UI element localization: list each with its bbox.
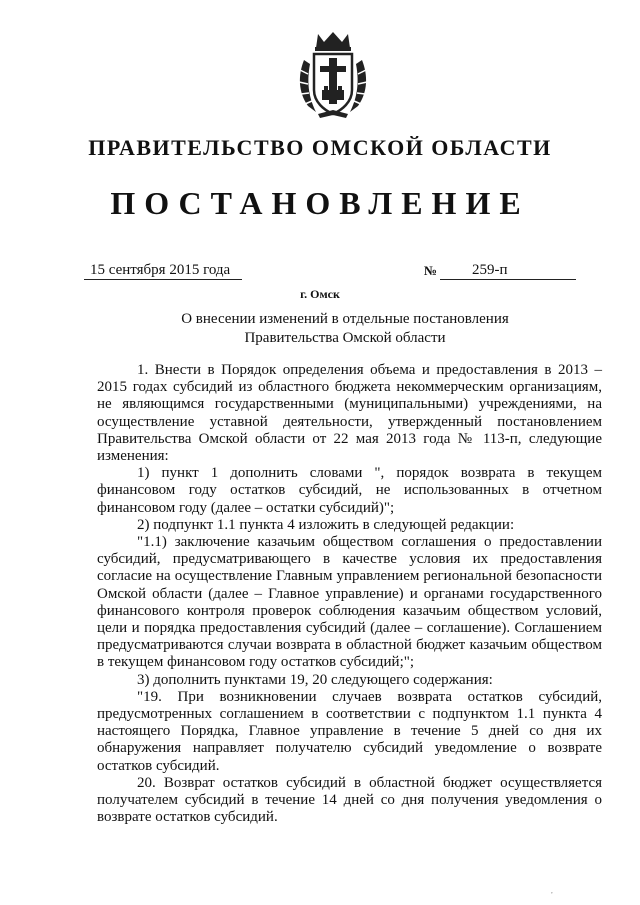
document-subject — [0, 310, 640, 347]
paragraph: 3) дополнить пунктами 19, 20 следующего содержания: — [137, 671, 493, 688]
document-body — [97, 362, 602, 826]
subject-line-2: Правительства Омской области — [244, 329, 446, 346]
paragraph: 20. Возврат остатков субсидий в областной бюджет осуществляется получателем субсидий в течение 14 дней со дня получения уведомления о возврате остатков субсидий. — [97, 774, 602, 826]
city-name: г. Омск — [300, 287, 340, 301]
document-type-title: ПОСТАНОВЛЕНИЕ — [110, 185, 530, 221]
coat-of-arms-emblem — [296, 30, 370, 118]
government-title: ПРАВИТЕЛЬСТВО ОМСКОЙ ОБЛАСТИ — [88, 135, 552, 160]
paragraph: "1.1) заключение казачьим обществом соглашения о предоставлении субсидий, предусматривающего в качестве условия их предоставления согласие на осуществление Главным управлением региональной безопасности Омской области (далее – Главное управление) и органами государственного финансового контроля проверок соблюдения казачьим обществом условий, цели и порядка предоставления субсидий (далее – соглашение). Соглашением предусматриваются случаи возврата в областной бюджет казачьим обществом в текущем финансовом году остатков субсидий;"; — [97, 534, 602, 671]
paragraph: 1. Внести в Порядок определения объема и предоставления в 2013 – 2015 годах субсидий из областного бюджета некоммерческим организациям, не являющимся государственными (муниципальными) учреждениями, на осуществление уставной деятельности, утвержденный постановлением Правительства Омской области от 22 мая 2013 года № 113-п, следующие изменения: — [97, 362, 602, 465]
paragraph: "19. При возникновении случаев возврата остатков субсидий, предусмотренных соглашением в соответствии с подпунктом 1.1 пункта 4 настоящего Порядка, Главное управление в течение 5 дней со дня их обнаружения направляет получателю субсидий уведомление о возврате остатков субсидий. — [97, 688, 602, 774]
document-date: 15 сентября 2015 года — [84, 261, 242, 280]
paragraph: 2) подпункт 1.1 пункта 4 изложить в следующей редакции: — [137, 516, 515, 533]
footer-mark: , — [551, 887, 553, 895]
subject-line-1: О внесении изменений в отдельные постановления — [181, 311, 509, 327]
paragraph: 1) пункт 1 дополнить словами ", порядок возврата в текущем финансовом году остатков субсидий, не использованных в отчетном финансовом году (далее – остатки субсидий)"; — [97, 465, 602, 516]
number-label: № — [424, 263, 438, 278]
document-number: 259-п — [440, 261, 576, 280]
